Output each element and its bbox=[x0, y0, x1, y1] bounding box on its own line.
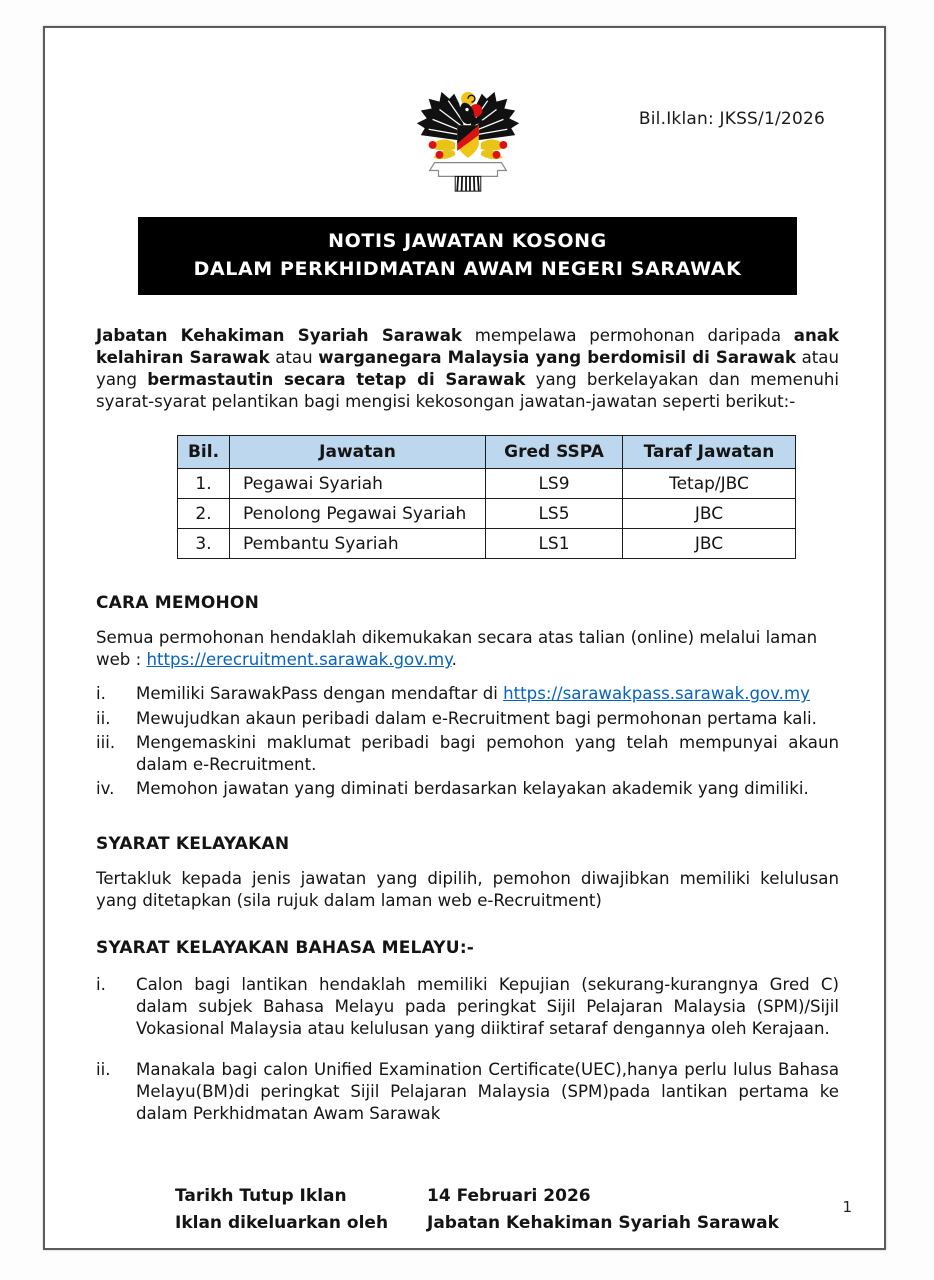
section-heading-syarat-kelayakan: SYARAT KELAYAKAN bbox=[96, 833, 290, 854]
section-heading-syarat-bm: SYARAT KELAYAKAN BAHASA MELAYU:- bbox=[96, 937, 475, 958]
intro-text-4: atau bbox=[269, 348, 319, 368]
cell-gred: LS5 bbox=[486, 499, 623, 529]
erecruitment-link[interactable]: https://erecruitment.sarawak.gov.my bbox=[146, 650, 452, 670]
syarat-kelayakan-body: Tertakluk kepada jenis jawatan yang dipilih, pemohon diwajibkan memiliki kelulusan yang ditetapkan (sila rujuk dalam laman web e-Recruitment) bbox=[96, 868, 839, 910]
cell-gred: LS1 bbox=[486, 529, 623, 559]
intro-bold-1: Jabatan Kehakiman Syariah Sarawak bbox=[96, 326, 462, 346]
cell-bil: 2. bbox=[178, 499, 230, 529]
closing-row bbox=[175, 1183, 839, 1209]
col-header-taraf: Taraf Jawatan bbox=[623, 436, 796, 469]
closing-value: Jabatan Kehakiman Syariah Sarawak bbox=[427, 1212, 779, 1233]
cara-intro-after: . bbox=[451, 650, 457, 670]
intro-bold-5: warganegara Malaysia yang berdomisil di Sarawak bbox=[318, 348, 796, 368]
notice-banner-line1: NOTIS JAWATAN KOSONG bbox=[328, 230, 607, 252]
cell-jawatan: Pegawai Syariah bbox=[230, 469, 486, 499]
closing-label: Tarikh Tutup Iklan bbox=[175, 1186, 347, 1207]
closing-label: Iklan dikeluarkan oleh bbox=[175, 1212, 389, 1233]
list-item-number: i. bbox=[96, 974, 106, 994]
list-item-number: ii. bbox=[96, 1060, 111, 1080]
list-item-number: ii. bbox=[96, 708, 111, 728]
list-item bbox=[96, 732, 839, 776]
list-item-text: Mengemaskini maklumat peribadi bagi pemohon yang telah mempunyai akaun dalam e-Recruitment. bbox=[136, 732, 839, 774]
cara-memohon-list bbox=[96, 683, 839, 799]
notice-banner bbox=[138, 217, 797, 295]
list-item bbox=[96, 708, 839, 730]
table-header-row bbox=[178, 436, 796, 469]
list-item bbox=[96, 974, 839, 1040]
table-row bbox=[178, 469, 796, 499]
list-item-number: i. bbox=[96, 684, 106, 704]
list-item bbox=[96, 778, 839, 800]
list-item bbox=[96, 1059, 839, 1125]
cell-gred: LS9 bbox=[486, 469, 623, 499]
closing-block bbox=[175, 1183, 839, 1236]
col-header-bil: Bil. bbox=[178, 436, 230, 469]
list-item-text: Calon bagi lantikan hendaklah memiliki Kepujian (sekurang-kurangnya Gred C) dalam subjek Bahasa Melayu pada peringkat Sijil Pelajaran Malaysia (SPM)/Sijil Vokasional Malaysia atau kelulusan yang diiktiraf setaraf dengannya oleh Kerajaan. bbox=[136, 974, 839, 1039]
intro-text-2: mempelawa permohonan daripada bbox=[461, 326, 794, 346]
table-row bbox=[178, 529, 796, 559]
vacancies-table bbox=[177, 435, 796, 559]
advert-number: Bil.Iklan: JKSS/1/2026 bbox=[638, 109, 825, 129]
list-item-text: Memohon jawatan yang diminati berdasarkan kelayakan akademik yang dimiliki. bbox=[136, 778, 809, 798]
page-number: 1 bbox=[842, 1198, 852, 1216]
cell-jawatan: Pembantu Syariah bbox=[230, 529, 486, 559]
col-header-jawatan: Jawatan bbox=[230, 436, 486, 469]
list-item-number: iv. bbox=[96, 778, 115, 798]
sarawak-coat-of-arms-icon bbox=[409, 85, 527, 197]
list-item-text bbox=[136, 683, 839, 705]
intro-bold-3: anak kelahiran Sarawak bbox=[96, 326, 839, 368]
document-header bbox=[96, 85, 839, 203]
closing-value: 14 Februari 2026 bbox=[427, 1186, 591, 1207]
section-heading-cara-memohon: CARA MEMOHON bbox=[96, 593, 260, 614]
cell-taraf: Tetap/JBC bbox=[623, 469, 796, 499]
intro-paragraph bbox=[96, 325, 839, 413]
table-row bbox=[178, 499, 796, 529]
notice-banner-line2: DALAM PERKHIDMATAN AWAM NEGERI SARAWAK bbox=[193, 257, 742, 280]
document-page bbox=[43, 26, 886, 1250]
document-content bbox=[45, 28, 884, 1248]
list-item-text: Manakala bagi calon Unified Examination Certificate(UEC),hanya perlu lulus Bahasa Melayu(BM)di peringkat Sijil Pelajaran Malaysia (SPM)pada lantikan pertama ke dalam Perkhidmatan Awam Sarawak bbox=[136, 1060, 839, 1124]
col-header-gred: Gred SSPA bbox=[486, 436, 623, 469]
closing-row bbox=[175, 1210, 839, 1236]
cell-taraf: JBC bbox=[623, 529, 796, 559]
sarawakpass-link[interactable]: https://sarawakpass.sarawak.gov.my bbox=[503, 684, 810, 704]
cell-taraf: JBC bbox=[623, 499, 796, 529]
cell-bil: 3. bbox=[178, 529, 230, 559]
syarat-bm-list bbox=[96, 974, 839, 1125]
intro-bold-7: bermastautin secara tetap di Sarawak bbox=[147, 370, 526, 390]
cara-memohon-intro bbox=[96, 627, 839, 671]
list-item bbox=[96, 683, 839, 705]
list-item-number: iii. bbox=[96, 732, 116, 752]
cara-intro-text: Semua permohonan hendaklah dikemukakan secara atas talian (online) melalui laman web : bbox=[96, 628, 818, 670]
list-item-text-part: Memiliki SarawakPass dengan mendaftar di bbox=[136, 684, 504, 704]
intro-text-8: yang berkelayakan dan memenuhi syarat-syarat pelantikan bagi mengisi kekosongan jawatan-jawatan seperti berikut:- bbox=[96, 370, 839, 412]
cell-jawatan: Penolong Pegawai Syariah bbox=[230, 499, 486, 529]
intro-text-6: atau yang bbox=[96, 348, 839, 390]
list-item-text: Mewujudkan akaun peribadi dalam e-Recruitment bagi permohonan pertama kali. bbox=[136, 708, 817, 728]
cell-bil: 1. bbox=[178, 469, 230, 499]
